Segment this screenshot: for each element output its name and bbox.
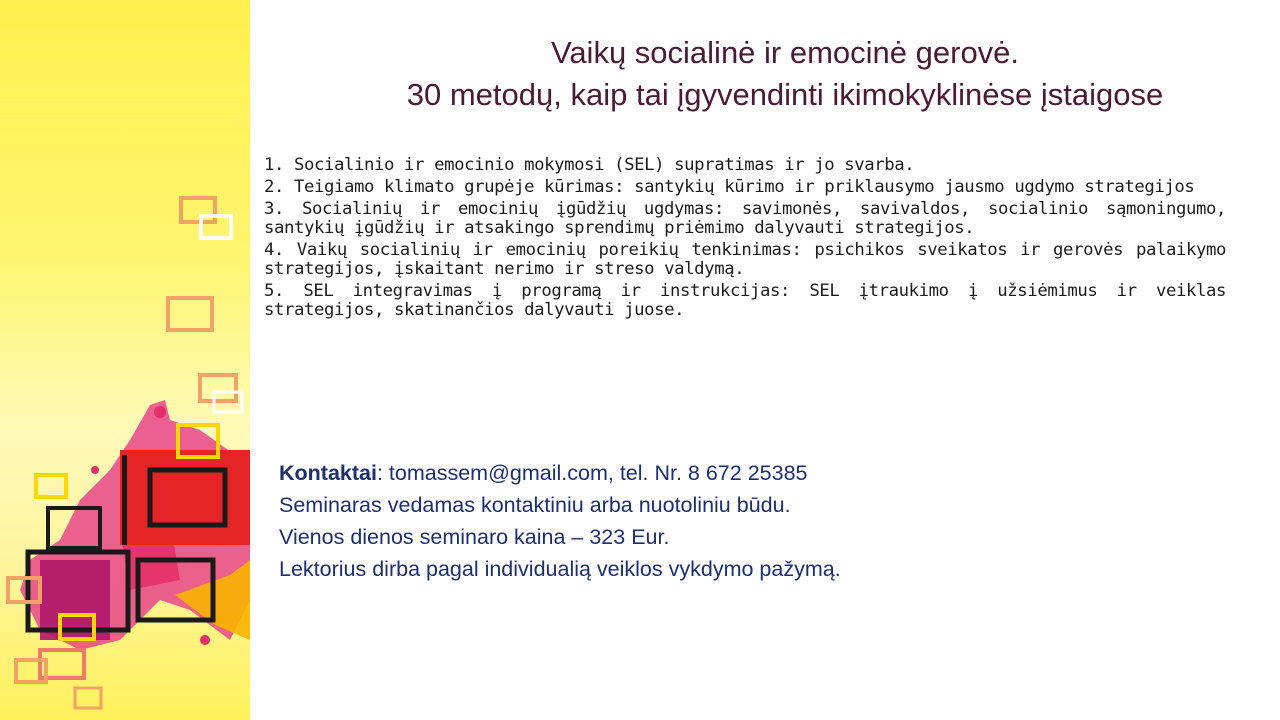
contacts-details: : tomassem@gmail.com, tel. Nr. 8 672 25385	[376, 461, 808, 485]
contacts-line-3: Vienos dienos seminaro kaina – 323 Eur.	[279, 525, 670, 549]
title-line-2: 30 metodų, kaip tai įgyvendinti ikimokyklinėse įstaigose	[406, 77, 1164, 112]
topic-item-1: 1. Socialinio ir emocinio mokymosi (SEL) supratimas ir jo svarba.	[264, 155, 915, 175]
contacts-label: Kontaktai	[279, 461, 377, 485]
title-line-1: Vaikų socialinė ir emocinė gerovė.	[550, 35, 1020, 70]
contacts-line-4: Lektorius dirba pagal individualią veiklos vykdymo pažymą.	[279, 557, 841, 581]
contacts-line-1	[279, 457, 1179, 489]
contacts-block	[279, 457, 1179, 585]
topics-list	[264, 154, 1226, 323]
decorative-squares-graphic	[0, 0, 250, 720]
topic-item-2: 2. Teigiamo klimato grupėje kūrimas: santykių kūrimo ir priklausymo jausmo ugdymo strategijos	[264, 177, 1195, 197]
slide-title	[290, 32, 1280, 116]
topic-item-5: 5. SEL integravimas į programą ir instrukcijas: SEL įtraukimo į užsiėmimus ir veiklas strategijos, skatinančios dalyvauti juose.	[264, 281, 1226, 320]
topic-item-3: 3. Socialinių ir emocinių įgūdžių ugdymas: savimonės, savivaldos, socialinio sąmoningumo, santykių įgūdžių ir atsakingo sprendimų priėmimo dalyvauti strategijos.	[264, 199, 1226, 238]
contacts-line-2: Seminaras vedamas kontaktiniu arba nuotoliniu būdu.	[279, 493, 791, 517]
topic-item-4: 4. Vaikų socialinių ir emocinių poreikių tenkinimas: psichikos sveikatos ir gerovės palaikymo strategijos, įskaitant nerimo ir streso valdymą.	[264, 240, 1226, 279]
